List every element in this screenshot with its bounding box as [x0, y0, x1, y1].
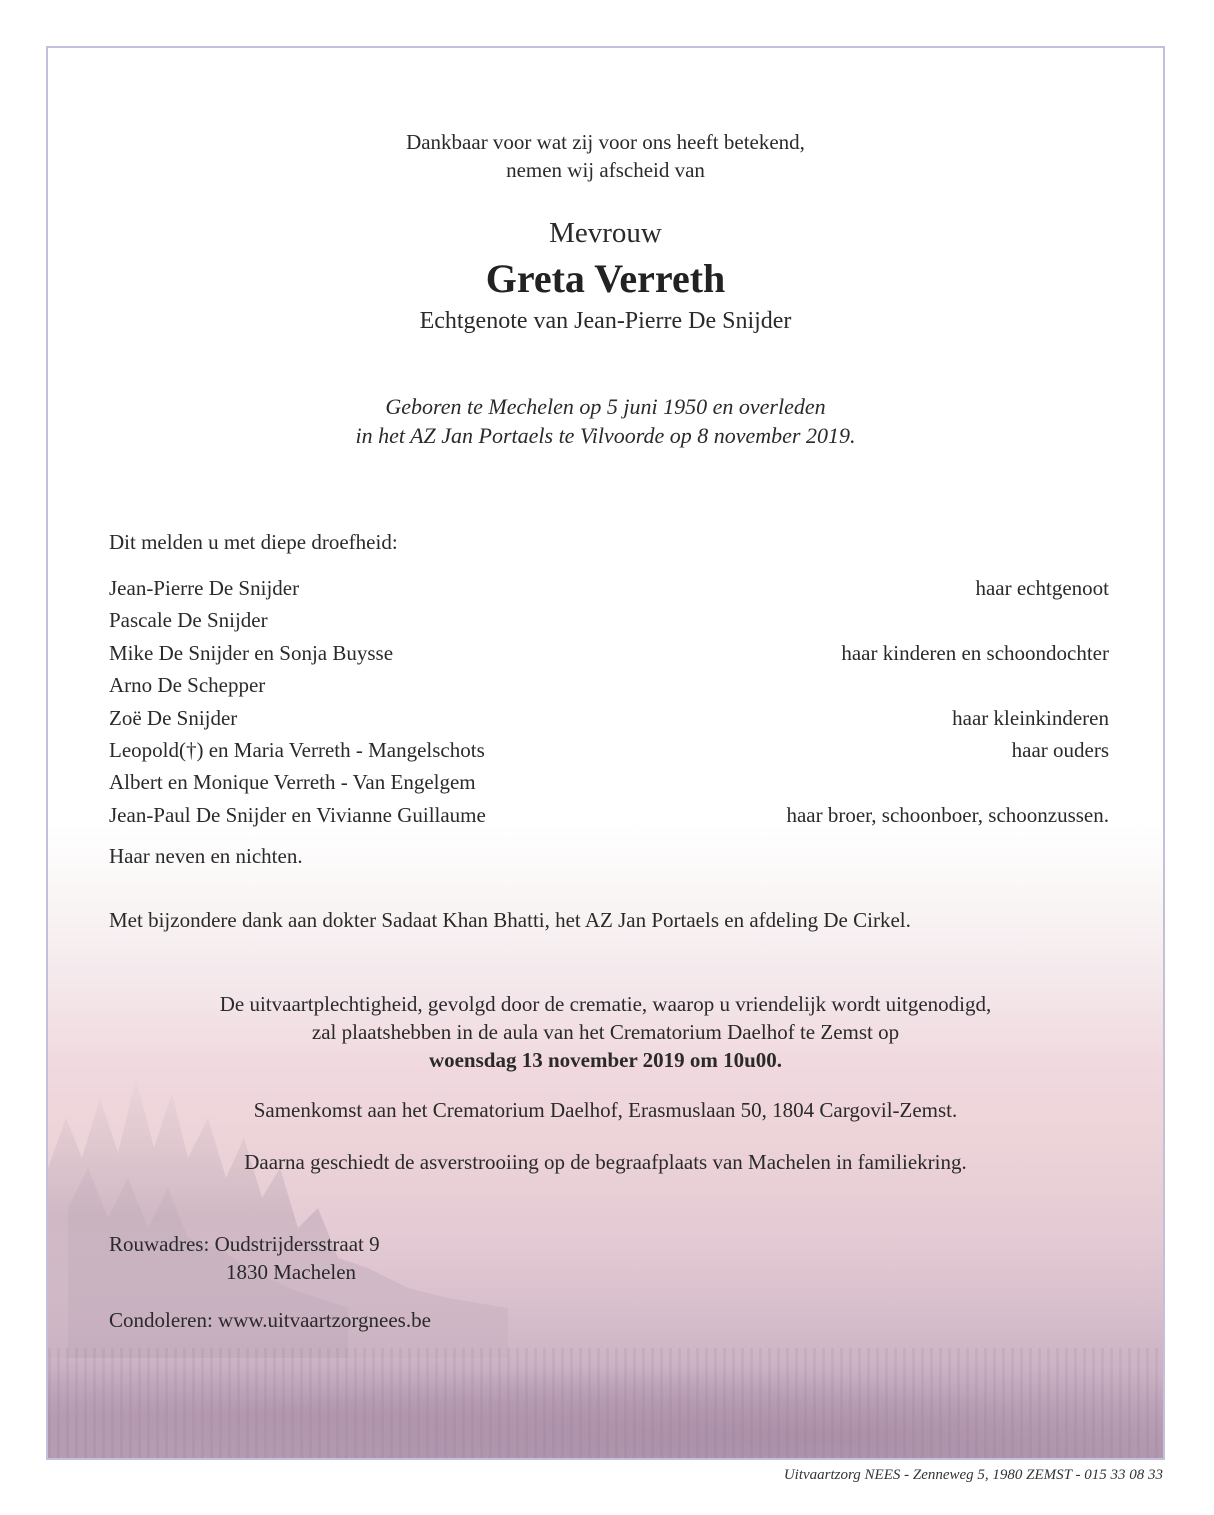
announcement-text: Dit melden u met diepe droefheid: — [109, 530, 398, 554]
intro-line-2: nemen wij afscheid van — [506, 158, 705, 182]
family-member-name: Leopold(†) en Maria Verreth - Mangelschots — [109, 737, 485, 762]
ceremony-date: woensdag 13 november 2019 om 10u00. — [428, 1048, 783, 1072]
family-member-relation: haar kleinkinderen — [952, 705, 1109, 730]
nephews-nieces-text: Haar neven en nichten. — [109, 844, 303, 868]
mourning-address-label: Rouwadres: — [109, 1232, 210, 1256]
family-member-name: Arno De Schepper — [109, 673, 266, 698]
family-list — [109, 572, 1109, 831]
condolence-link[interactable]: Condoleren: www.uitvaartzorgnees.be — [109, 1308, 431, 1332]
mourning-address — [109, 1230, 380, 1286]
family-member-relation: haar echtgenoot — [975, 576, 1109, 600]
ceremony-info — [48, 990, 1163, 1074]
gathering-text: Samenkomst aan het Crematorium Daelhof, Erasmuslaan 50, 1804 Cargovil-Zemst. — [253, 1098, 958, 1122]
family-member-relation: haar broer, schoonboer, schoonzussen. — [786, 802, 1109, 827]
family-row — [109, 604, 1109, 636]
death-line: in het AZ Jan Portaels te Vilvoorde op 8 november 2019. — [355, 423, 856, 448]
family-row — [109, 637, 1109, 669]
ceremony-line-2: zal plaatshebben in de aula van het Crematorium Daelhof te Zemst op — [311, 1020, 900, 1044]
family-member-name: Jean-Pierre De Snijder — [109, 576, 300, 600]
family-row — [109, 799, 1109, 831]
thanks-text: Met bijzondere dank aan dokter Sadaat Khan Bhatti, het AZ Jan Portaels en afdeling De Cirkel. — [109, 908, 911, 932]
family-row — [109, 766, 1109, 798]
card-content — [48, 48, 1163, 1458]
intro-line-1: Dankbaar voor wat zij voor ons heeft betekend, — [406, 130, 805, 154]
salutation: Mevrouw — [549, 217, 662, 249]
mourning-address-city: 1830 Machelen — [226, 1260, 357, 1284]
family-row — [109, 702, 1109, 734]
family-member-relation: haar kinderen en schoondochter — [841, 640, 1109, 665]
family-row — [109, 669, 1109, 701]
spouse-relation: Echtgenote van Jean-Pierre De Snijder — [419, 308, 792, 334]
afterwards-text: Daarna geschiedt de asverstrooiing op de begraafplaats van Machelen in familiekring. — [244, 1150, 967, 1174]
birth-death-info — [48, 392, 1163, 450]
family-member-name: Pascale De Snijder — [109, 608, 268, 633]
family-row — [109, 734, 1109, 766]
family-member-name: Zoë De Snijder — [109, 705, 238, 730]
family-member-name: Albert en Monique Verreth - Van Engelgem — [109, 770, 476, 795]
deceased-name: Greta Verreth — [485, 256, 726, 301]
family-member-name: Jean-Paul De Snijder en Vivianne Guillaume — [109, 802, 486, 827]
mourning-address-street: Oudstrijdersstraat 9 — [214, 1232, 380, 1256]
family-member-name: Mike De Snijder en Sonja Buysse — [109, 640, 394, 665]
funeral-home-footer: Uitvaartzorg NEES - Zenneweg 5, 1980 ZEMST - 015 33 08 33 — [783, 1467, 1163, 1483]
obituary-card — [46, 46, 1165, 1460]
family-member-relation: haar ouders — [1011, 737, 1109, 762]
family-row — [109, 572, 1109, 604]
birth-line: Geboren te Mechelen op 5 juni 1950 en overleden — [385, 394, 826, 419]
ceremony-line-1: De uitvaartplechtigheid, gevolgd door de crematie, waarop u vriendelijk wordt uitgenodigd, — [219, 992, 992, 1016]
intro-text — [48, 128, 1163, 184]
